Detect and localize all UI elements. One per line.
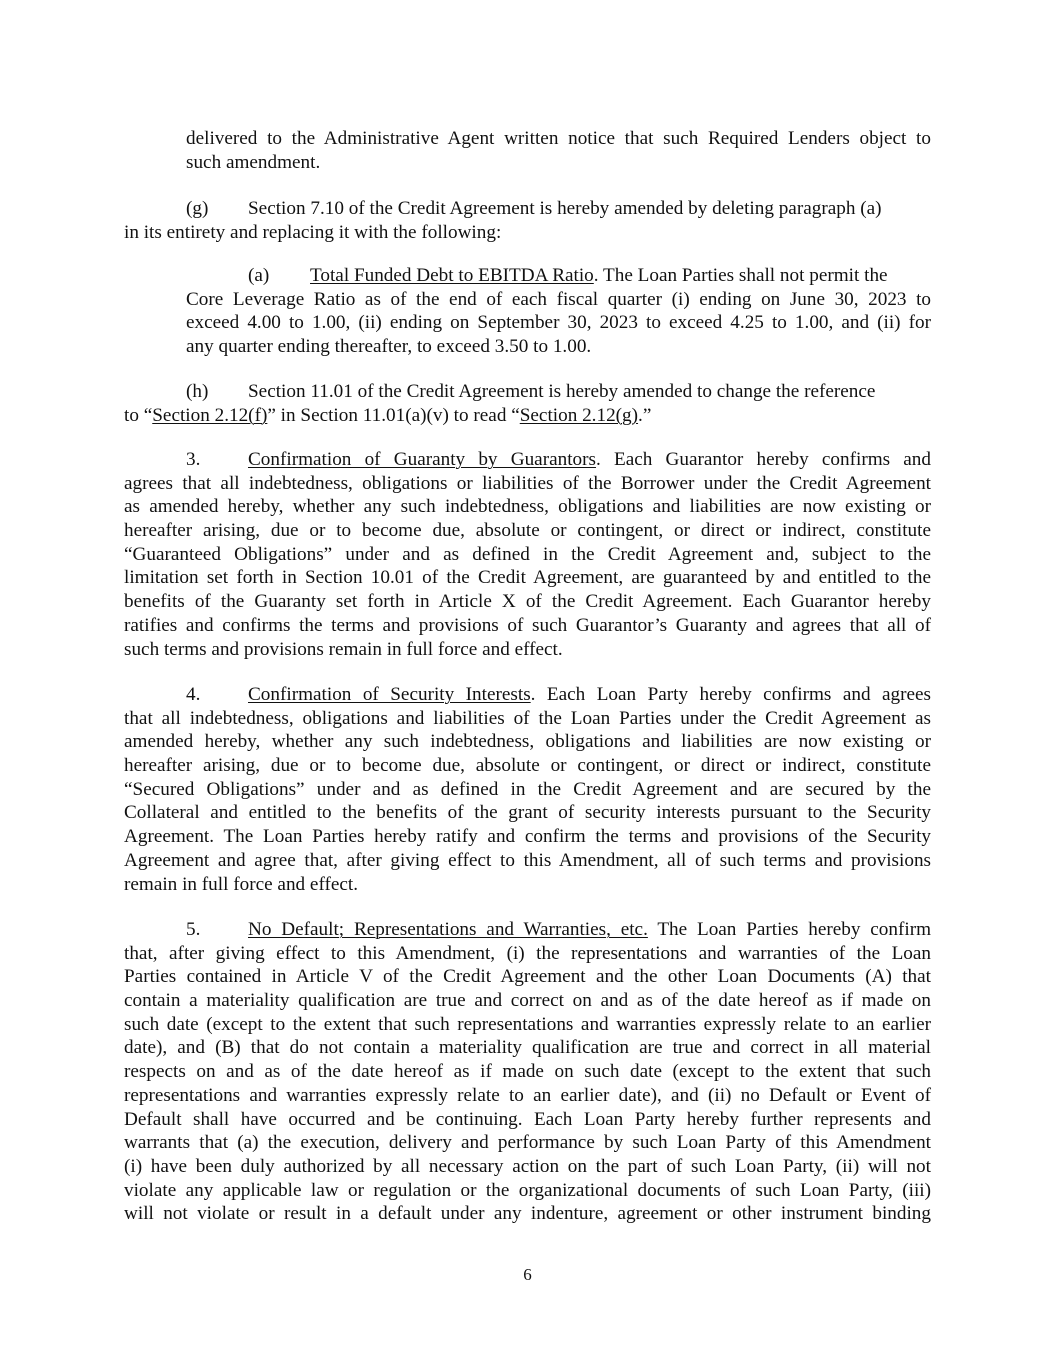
text-line: limitation set forth in Section 10.01 of the Credit Agreement, are guaranteed by and entitled to the <box>124 567 931 589</box>
text-line: amended hereby, whether any such indebtedness, obligations and liabilities are now existing or <box>124 731 931 753</box>
text-line: warrants that (a) the execution, delivery and performance by such Loan Party of this Amendment <box>124 1132 931 1154</box>
text-line <box>124 448 931 472</box>
paragraph-h <box>124 380 931 427</box>
text-line: “Guaranteed Obligations” under and as defined in the Credit Agreement and, subject to the <box>124 543 931 565</box>
text-line: Default shall have occurred and be continuing. Each Loan Party hereby further represents and <box>124 1108 931 1130</box>
text-segment: ” in Section 11.01(a)(v) to read “ <box>267 404 520 426</box>
paragraph-section-5 <box>124 918 931 1226</box>
text-segment: The Loan Parties hereby confirm <box>647 919 932 940</box>
text-line: Agreement and agree that, after giving effect to this Amendment, all of such terms and provisions <box>124 849 931 871</box>
section-number: 5. <box>186 919 201 940</box>
text-line: violate any applicable law or regulation or the organizational documents of such Loan Party, (iii) <box>124 1179 931 1201</box>
text-line: such date (except to the extent that such representations and warranties expressly relate to an earlier <box>124 1013 931 1035</box>
text-line <box>124 918 931 942</box>
text-segment: . Each Guarantor hereby confirms and <box>595 449 931 470</box>
paragraph-section-4 <box>124 683 931 896</box>
text-line: respects on and as of the date hereof as if made on such date (except to the extent that such <box>124 1061 931 1083</box>
text-line <box>124 197 931 221</box>
text-line: Agreement. The Loan Parties hereby ratify and confirm the terms and provisions of the Security <box>124 826 931 848</box>
text-line <box>124 404 931 428</box>
paragraph-g <box>124 197 931 244</box>
section-number: 4. <box>186 684 201 705</box>
text-line: will not violate or result in a default under any indenture, agreement or other instrument binding <box>124 1203 931 1225</box>
text-line: remain in full force and effect. <box>124 873 359 895</box>
text-line: that, after giving effect to this Amendment, (i) the representations and warranties of the Loan <box>124 942 931 964</box>
text-line: any quarter ending thereafter, to exceed 3.50 to 1.00. <box>186 336 592 358</box>
paragraph-g-a <box>186 264 931 359</box>
text-segment: . Each Loan Party hereby confirms and agrees <box>530 684 931 705</box>
paragraph-continuation <box>186 127 931 174</box>
section-heading: No Default; Representations and Warranties, etc. <box>248 919 648 940</box>
section-heading: Confirmation of Security Interests <box>248 684 531 705</box>
text-line: “Secured Obligations” under and as defined in the Credit Agreement and are secured by the <box>124 778 931 800</box>
text-line: hereafter arising, due or to become due, absolute or contingent, or direct or indirect, constitute <box>124 755 931 777</box>
text-line: representations and warranties expressly relate to an earlier date), and (ii) no Default or Event of <box>124 1084 931 1106</box>
text-line: (i) have been duly authorized by all necessary action on the part of such Loan Party, (ii) will not <box>124 1155 931 1177</box>
text-line: hereafter arising, due or to become due, absolute or contingent, or direct or indirect, constitute <box>124 520 931 542</box>
section-reference-link: Section 2.12(f) <box>152 404 268 426</box>
text-line: exceed 4.00 to 1.00, (ii) ending on September 30, 2023 to exceed 4.25 to 1.00, and (ii) for <box>186 312 931 334</box>
paragraph-section-3 <box>124 448 931 661</box>
text-line: contain a materiality qualification are true and correct on and as of the date hereof as if made on <box>124 990 931 1012</box>
text-segment: . The Loan Parties shall not permit the <box>593 265 888 286</box>
section-number: 3. <box>186 449 201 470</box>
text-segment: to “ <box>124 404 153 426</box>
text-line: that all indebtedness, obligations and liabilities of the Loan Parties under the Credit Agreement as <box>124 707 931 729</box>
text-line: agrees that all indebtedness, obligations or liabilities of the Borrower under the Credit Agreement <box>124 472 931 494</box>
text-line: in its entirety and replacing it with the following: <box>124 221 502 243</box>
text-line: date), and (B) that do not contain a materiality qualification are true and correct in all material <box>124 1037 931 1059</box>
text-line <box>124 380 931 404</box>
text-segment: .” <box>638 404 652 426</box>
text-line: as amended hereby, whether any such indebtedness, obligations and liabilities are now existing or <box>124 496 931 518</box>
text-line <box>186 264 931 288</box>
text-line: benefits of the Guaranty set forth in Article X of the Credit Agreement. Each Guarantor hereby <box>124 591 931 613</box>
text-line: Parties contained in Article V of the Credit Agreement and the other Loan Documents (A) that <box>124 966 931 988</box>
clause-marker: (g) <box>186 198 209 219</box>
text-line: such terms and provisions remain in full force and effect. <box>124 638 563 660</box>
section-heading: Total Funded Debt to EBITDA Ratio <box>310 265 594 286</box>
page-number: 6 <box>523 1265 532 1284</box>
section-heading: Confirmation of Guaranty by Guarantors <box>248 449 596 470</box>
text-line: Collateral and entitled to the benefits of the grant of security interests pursuant to the Security <box>124 802 931 824</box>
text-line: ratifies and confirms the terms and provisions of such Guarantor’s Guaranty and agrees that all of <box>124 614 931 636</box>
clause-marker: (a) <box>248 265 270 286</box>
text-line: delivered to the Administrative Agent written notice that such Required Lenders object to <box>186 128 931 149</box>
text-segment: Section 7.10 of the Credit Agreement is hereby amended by deleting paragraph (a) <box>248 198 882 219</box>
text-line: such amendment. <box>186 151 321 173</box>
clause-marker: (h) <box>186 381 209 402</box>
section-reference-link: Section 2.12(g) <box>519 404 639 426</box>
text-segment: Section 11.01 of the Credit Agreement is hereby amended to change the reference <box>248 381 876 402</box>
text-line <box>124 683 931 707</box>
text-line: Core Leverage Ratio as of the end of each fiscal quarter (i) ending on June 30, 2023 to <box>186 288 931 310</box>
